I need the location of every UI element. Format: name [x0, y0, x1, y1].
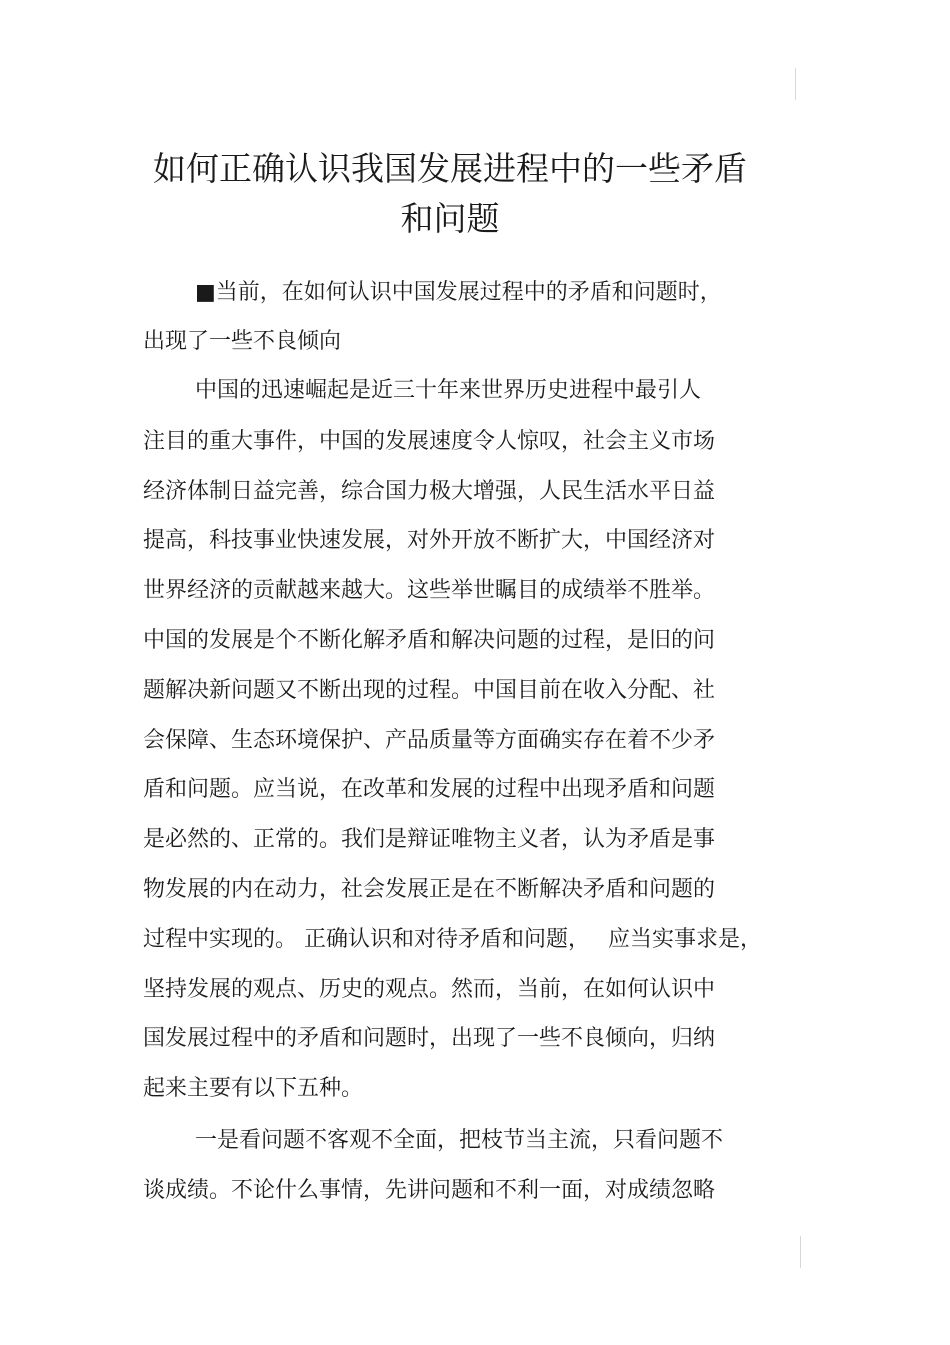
- document-title: [150, 144, 750, 244]
- body-line: ■当前，在如何认识中国发展过程中的矛盾和问题时，: [195, 280, 722, 305]
- body-line: 经济体制日益完善，综合国力极大增强，人民生活水平日益: [143, 479, 716, 504]
- title-line-2: 和问题: [400, 199, 500, 239]
- body-line: 会保障、生态环境保护、产品质量等方面确实存在着不少矛: [143, 728, 716, 753]
- body-line: 国发展过程中的矛盾和问题时，出现了一些不良倾向，归纳: [143, 1026, 716, 1051]
- body-line: 注目的重大事件，中国的发展速度令人惊叹，社会主义市场: [143, 429, 716, 454]
- page-edge-mark-top: [795, 68, 796, 100]
- title-line-1: 如何正确认识我国发展进程中的一些矛盾: [153, 149, 747, 189]
- body-line: 坚持发展的观点、历史的观点。然而，当前，在如何认识中: [143, 977, 716, 1002]
- body-line: 物发展的内在动力，社会发展正是在不断解决矛盾和问题的: [143, 877, 716, 902]
- body-line: 提高，科技事业快速发展，对外开放不断扩大，中国经济对: [143, 528, 716, 553]
- body-line: 出现了一些不良倾向: [143, 329, 342, 354]
- body-line: 起来主要有以下五种。: [143, 1076, 364, 1101]
- body-line: 中国的发展是个不断化解矛盾和解决问题的过程，是旧的问: [143, 628, 716, 653]
- body-line: 一是看问题不客观不全面，把枝节当主流，只看问题不: [195, 1128, 724, 1153]
- body-line: 是必然的、正常的。我们是辩证唯物主义者，认为矛盾是事: [143, 827, 716, 852]
- body-line: 过程中实现的。 正确认识和对待矛盾和问题， 应当实事求是，: [143, 927, 762, 952]
- body-line: 题解决新问题又不断出现的过程。中国目前在收入分配、社: [143, 678, 716, 703]
- body-line: 谈成绩。不论什么事情，先讲问题和不利一面，对成绩忽略: [143, 1178, 716, 1203]
- body-line: 世界经济的贡献越来越大。这些举世瞩目的成绩举不胜举。: [143, 578, 716, 603]
- body-line: 中国的迅速崛起是近三十年来世界历史进程中最引人: [195, 378, 702, 403]
- page-edge-mark-bottom: [800, 1236, 801, 1268]
- body-line: 盾和问题。应当说，在改革和发展的过程中出现矛盾和问题: [143, 777, 716, 802]
